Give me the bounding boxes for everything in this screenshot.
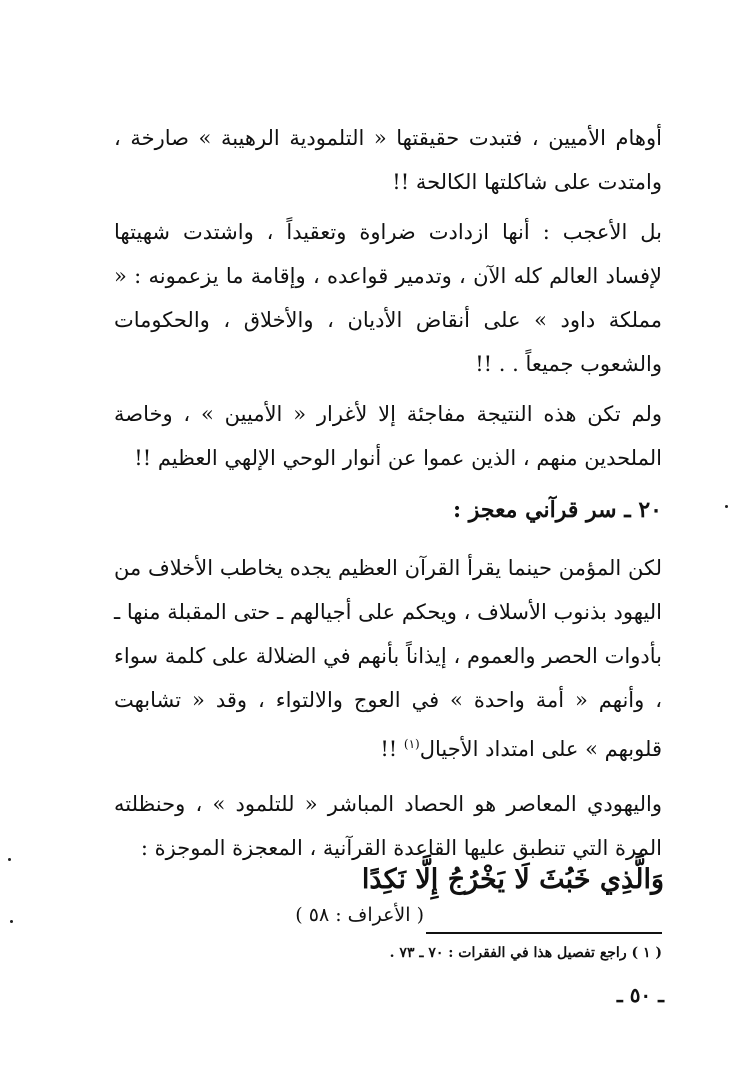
paragraph-5: واليهودي المعاصر هو الحصاد المباشر « للتلمود » ، وحنظلته المرة التي تنطبق عليها القاعدة القرآنية ، المعجزة الموجزة :: [114, 792, 662, 860]
footnote: ( ١ ) راجع تفصيل هذا في الفقرات : ٧٠ ـ ٧٣ .: [389, 945, 662, 961]
paragraph-4-end: !!: [380, 737, 404, 761]
verse-reference: ( الأعراف : ٥٨ ): [295, 904, 424, 926]
footnote-rule: [426, 932, 662, 934]
footnote-marker: (١): [403, 737, 420, 751]
scan-speck: [10, 920, 13, 923]
paragraph-4-text: لكن المؤمن حينما يقرأ القرآن العظيم يجده يخاطب الأخلاف من اليهود بذنوب الأسلاف ، ويحكم على أجيالهم ـ حتى المقبلة منها ـ بأدوات الحصر والعموم ، إيذاناً بأنهم في الضلالة على كلمة سواء ، وأنهم « أمة واحدة » في العوج والالتواء ، وقد « تشابهت قلوبهم » على امتداد الأجيال: [114, 556, 662, 761]
paragraph-2: بل الأعجب : أنها ازدادت ضراوة وتعقيداً ، واشتدت شهيتها لإفساد العالم كله الآن ، وتدمير قواعده ، وإقامة ما يزعمونه : « مملكة داود » على أنقاض الأديان ، والأخلاق ، والحكومات والشعوب جميعاً . . !!: [114, 220, 662, 376]
section-heading: ٢٠ ـ سر قرآني معجز :: [452, 497, 662, 523]
page-number: ـ ٥٠ ـ: [616, 983, 664, 1007]
scan-speck: [725, 505, 728, 508]
paragraph-3: ولم تكن هذه النتيجة مفاجئة إلا لأغرار « الأميين » ، وخاصة الملحدين منهم ، الذين عموا عن أنوار الوحي الإلهي العظيم !!: [114, 402, 662, 470]
paragraph-1: أوهام الأميين ، فتبدت حقيقتها « التلمودية الرهيبة » صارخة ، وامتدت على شاكلتها الكالحة !!: [114, 126, 662, 194]
paragraph-4: [114, 546, 662, 771]
quran-verse: وَالَّذِي خَبُثَ لَا يَخْرُجُ إِلَّا نَكِدًا: [361, 864, 664, 895]
scan-speck: [8, 858, 11, 861]
